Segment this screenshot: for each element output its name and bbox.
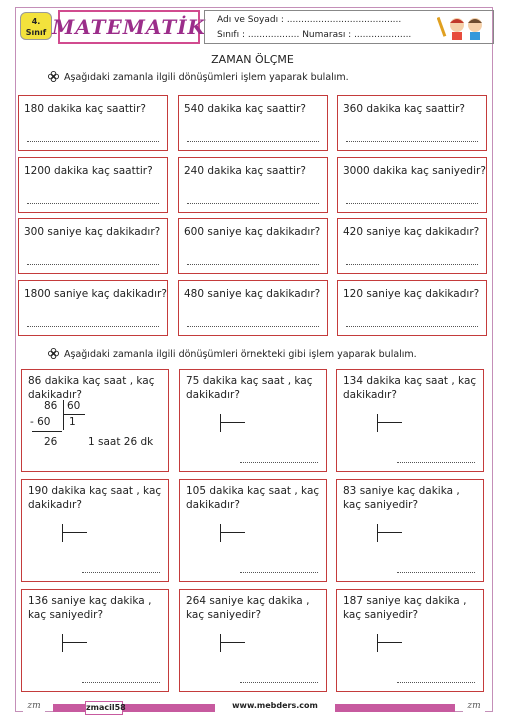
division-symbol	[377, 414, 404, 432]
answer-line[interactable]	[346, 141, 478, 142]
question-text: 187 saniye kaç dakika , kaç saniyedir?	[343, 595, 467, 621]
divisor-underline	[63, 414, 85, 415]
example-remainder: 26	[44, 436, 58, 448]
section1-instruction	[48, 71, 349, 83]
question-box	[336, 479, 484, 582]
answer-line[interactable]	[187, 264, 319, 265]
section2-instruction	[48, 348, 417, 360]
example-question: 86 dakika kaç saat , kaç dakikadır?	[28, 375, 155, 401]
division-symbol	[220, 414, 247, 432]
answer-line[interactable]	[346, 326, 478, 327]
question-box	[178, 95, 328, 151]
name-line: Adı ve Soyadı : ........................................	[217, 15, 402, 25]
answer-line[interactable]	[346, 264, 478, 265]
question-box	[18, 218, 168, 274]
answer-line[interactable]	[240, 462, 318, 463]
question-text: 134 dakika kaç saat , kaç dakikadır?	[343, 375, 477, 401]
division-symbol	[377, 634, 404, 652]
division-symbol	[377, 524, 404, 542]
question-box	[178, 280, 328, 336]
question-box	[337, 218, 487, 274]
question-box	[179, 479, 327, 582]
example-dividend: 86	[44, 400, 58, 412]
answer-line[interactable]	[346, 203, 478, 204]
question-text: 1200 dakika kaç saattir?	[24, 165, 153, 177]
question-box	[21, 589, 169, 692]
example-answer: 1 saat 26 dk	[88, 436, 154, 448]
zm-logo-left: zm	[23, 698, 45, 714]
question-text: 83 saniye kaç dakika , kaç saniyedir?	[343, 485, 460, 511]
question-box	[336, 369, 484, 472]
question-text: 420 saniye kaç dakikadır?	[343, 226, 480, 238]
section2-instruction-text: Aşağıdaki zamanla ilgili dönüşümleri örnekteki gibi işlem yaparak bulalım.	[64, 349, 417, 360]
class-number-line: Sınıfı : .................. Numarası : ....................	[217, 30, 412, 40]
question-text: 540 dakika kaç saattir?	[184, 103, 306, 115]
footer-website-link[interactable]: www.mebders.com	[215, 699, 335, 712]
example-divisor: 60	[67, 400, 81, 412]
footer-tag: zmacil58	[85, 701, 123, 715]
question-text: 600 saniye kaç dakikadır?	[184, 226, 321, 238]
example-box	[21, 369, 169, 472]
question-text: 360 dakika kaç saattir?	[343, 103, 465, 115]
question-text: 264 saniye kaç dakika , kaç saniyedir?	[186, 595, 310, 621]
division-symbol	[62, 524, 89, 542]
page-title: ZAMAN ÖLÇME	[211, 53, 294, 66]
subject-title: MATEMATİK	[52, 15, 206, 39]
question-box	[337, 280, 487, 336]
question-box	[179, 369, 327, 472]
question-text: 190 dakika kaç saat , kaç dakikadır?	[28, 485, 162, 511]
question-text: 3000 dakika kaç saniyedir?	[343, 165, 486, 177]
question-text: 240 dakika kaç saattir?	[184, 165, 306, 177]
question-text: 1800 saniye kaç dakikadır?	[24, 288, 167, 300]
question-text: 75 dakika kaç saat , kaç dakikadır?	[186, 375, 313, 401]
answer-line[interactable]	[82, 682, 160, 683]
question-box	[336, 589, 484, 692]
question-text: 136 saniye kaç dakika , kaç saniyedir?	[28, 595, 152, 621]
zm-logo-right: zm	[463, 698, 485, 714]
subject-title-box	[52, 10, 206, 44]
answer-line[interactable]	[240, 682, 318, 683]
division-symbol	[220, 634, 247, 652]
answer-line[interactable]	[82, 572, 160, 573]
grade-badge	[20, 12, 52, 40]
answer-line[interactable]	[240, 572, 318, 573]
division-symbol	[62, 634, 89, 652]
question-box	[178, 218, 328, 274]
example-minus: - 60	[30, 416, 51, 428]
student-info-box	[204, 10, 494, 44]
answer-line[interactable]	[187, 326, 319, 327]
answer-line[interactable]	[27, 141, 159, 142]
question-box	[21, 479, 169, 582]
answer-line[interactable]	[27, 326, 159, 327]
question-box	[18, 280, 168, 336]
question-box	[179, 589, 327, 692]
answer-line[interactable]	[27, 264, 159, 265]
flower-bullet-icon	[48, 71, 59, 82]
answer-line[interactable]	[397, 572, 475, 573]
question-box	[178, 157, 328, 213]
example-quotient: 1	[69, 416, 76, 428]
answer-line[interactable]	[397, 682, 475, 683]
question-text: 120 saniye kaç dakikadır?	[343, 288, 480, 300]
footer	[15, 697, 493, 712]
subtraction-line	[32, 431, 62, 432]
answer-line[interactable]	[187, 141, 319, 142]
flower-bullet-icon	[48, 348, 59, 359]
answer-line[interactable]	[397, 462, 475, 463]
division-symbol	[220, 524, 247, 542]
grade-label: Sınıf	[25, 28, 47, 37]
question-text: 105 dakika kaç saat , kaç dakikadır?	[186, 485, 320, 511]
answer-line[interactable]	[27, 203, 159, 204]
question-text: 300 saniye kaç dakikadır?	[24, 226, 161, 238]
division-bar	[63, 400, 64, 430]
grade-number: 4.	[31, 17, 41, 26]
question-box	[18, 95, 168, 151]
kids-illustration-icon	[437, 13, 487, 41]
question-box	[18, 157, 168, 213]
question-text: 180 dakika kaç saattir?	[24, 103, 146, 115]
question-box	[337, 157, 487, 213]
question-text: 480 saniye kaç dakikadır?	[184, 288, 321, 300]
section1-instruction-text: Aşağıdaki zamanla ilgili dönüşümleri işlem yaparak bulalım.	[64, 72, 349, 83]
answer-line[interactable]	[187, 203, 319, 204]
question-box	[337, 95, 487, 151]
